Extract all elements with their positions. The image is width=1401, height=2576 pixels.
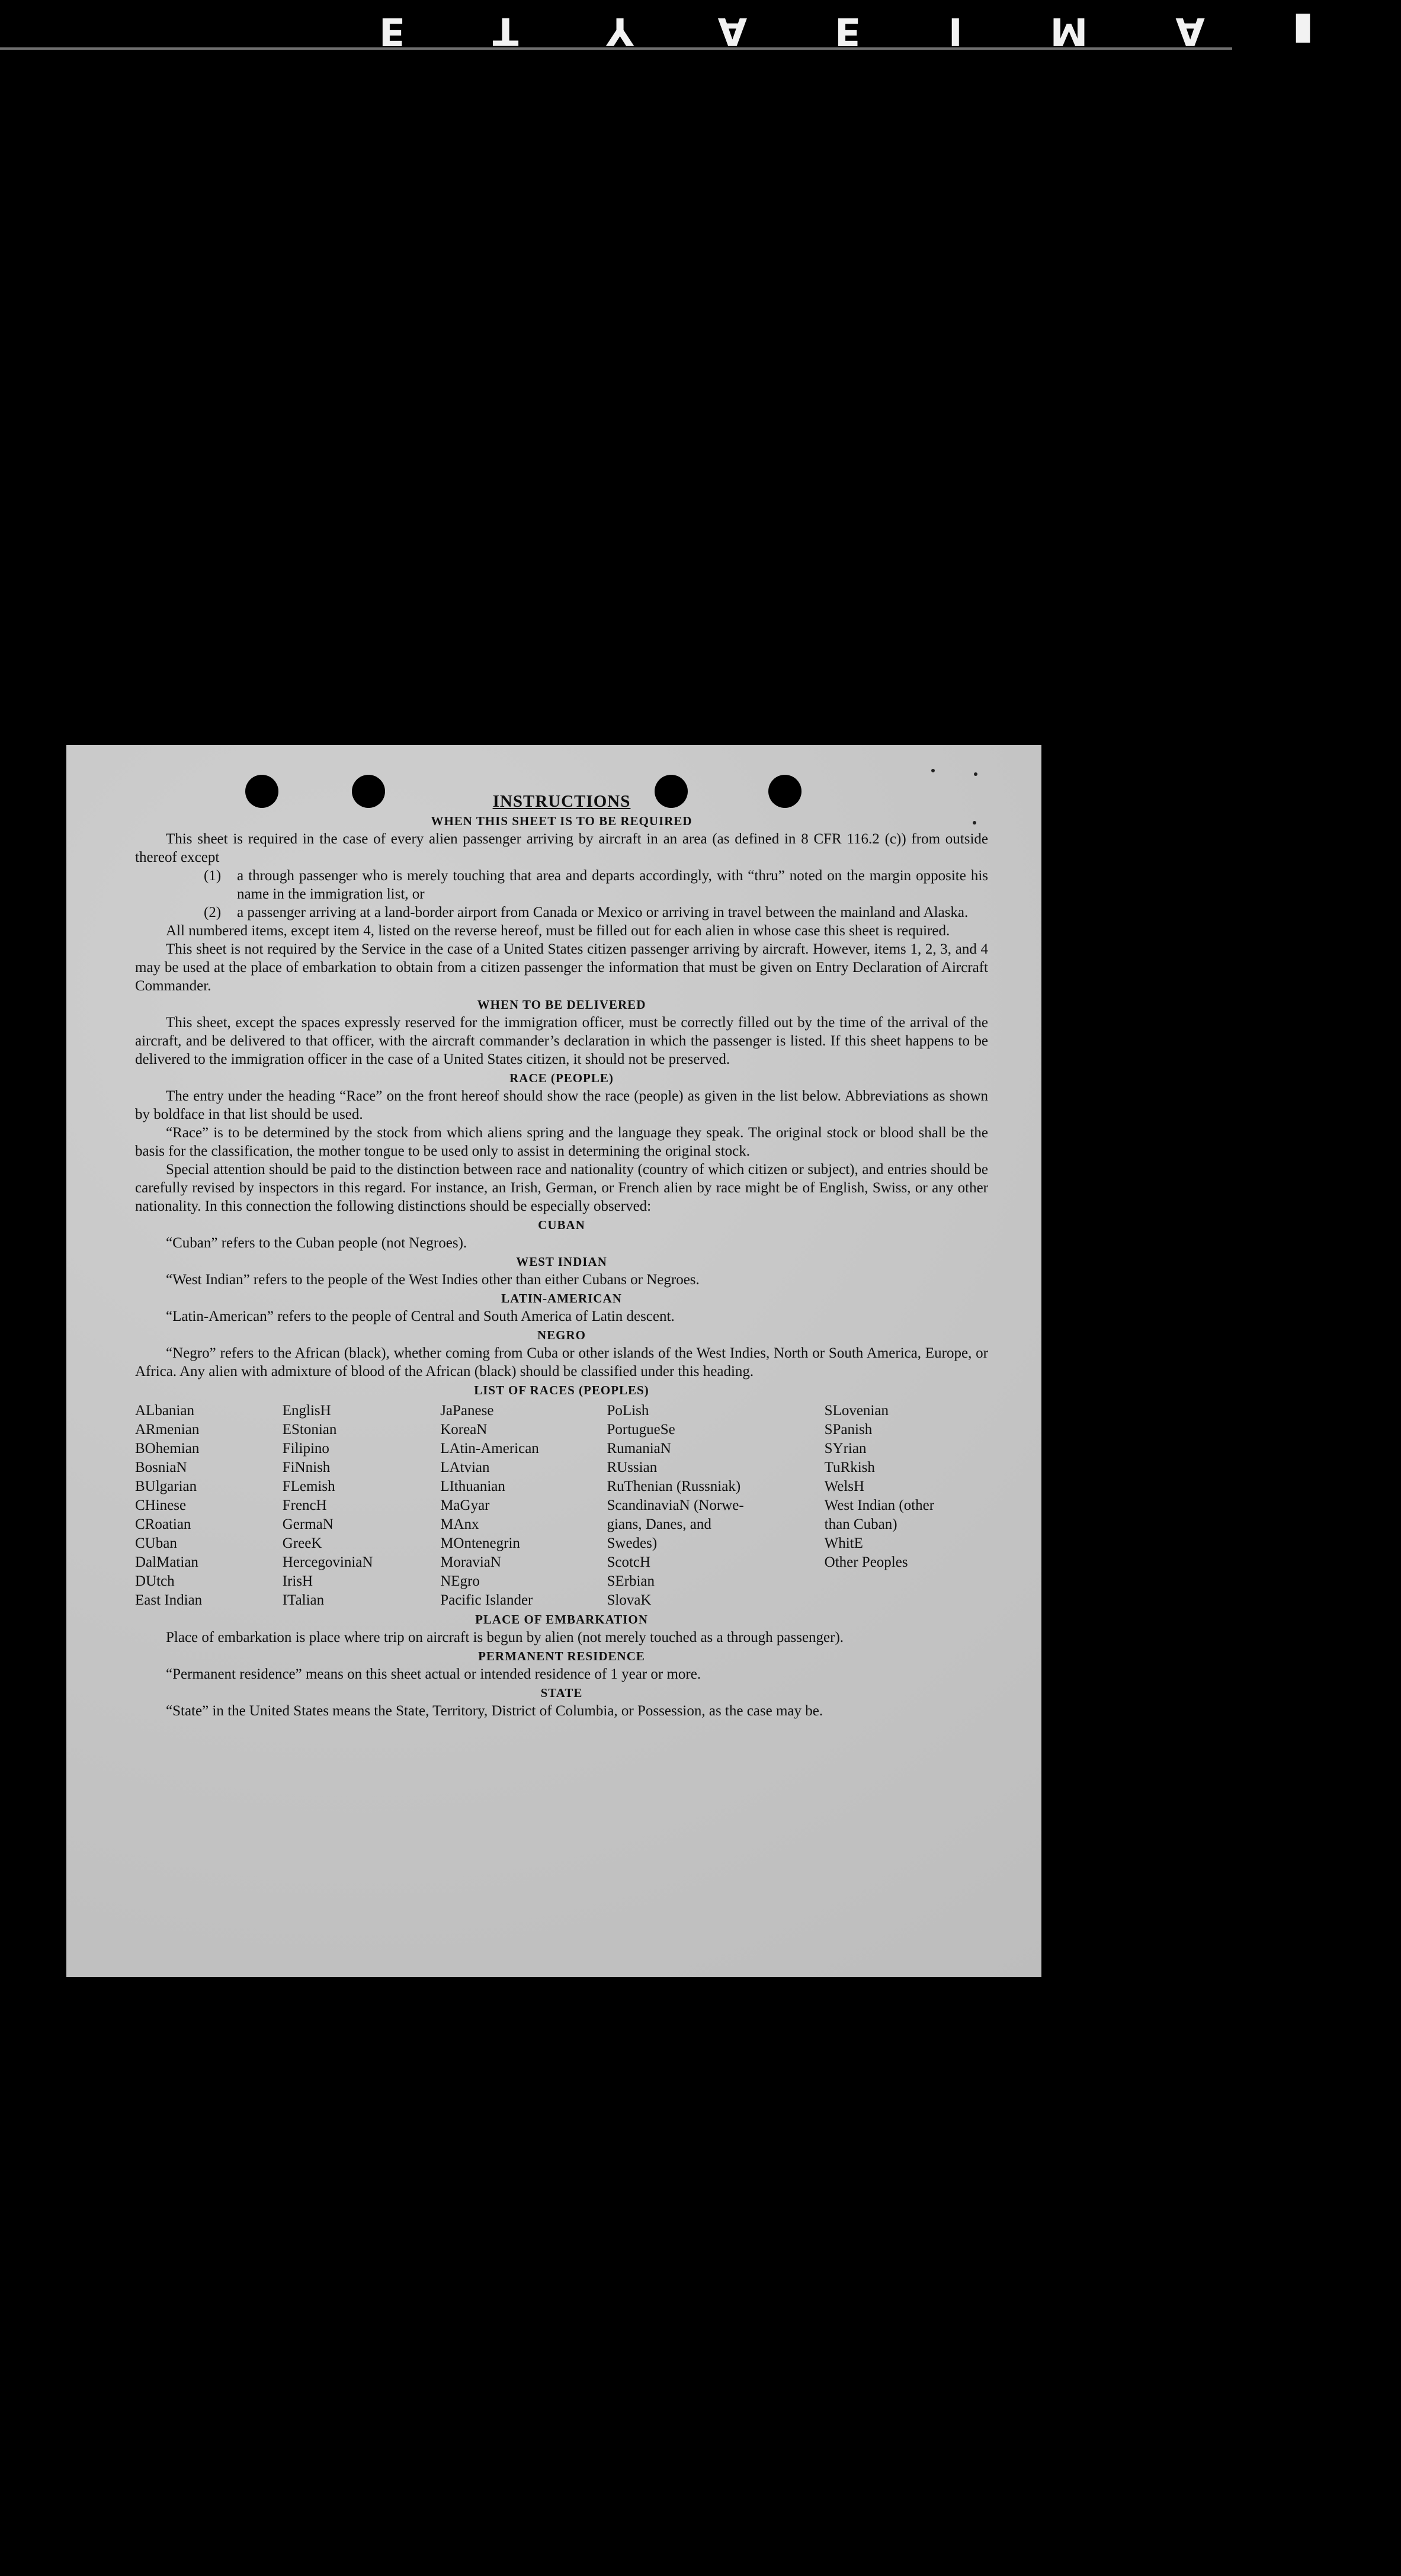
race-entry: WelsH [824,1478,865,1494]
race-entry: West Indian (other than Cuban) [824,1497,935,1532]
race-entry: NEgro [440,1573,480,1589]
race-entry: FiNnish [282,1459,331,1475]
race-entry: CUban [135,1535,177,1551]
race-entry: EnglisH [282,1403,331,1419]
race-entry: JaPanese [440,1403,494,1419]
races-column [440,1401,607,1610]
heading-race: RACE (PEOPLE) [509,1071,614,1085]
punch-hole [245,775,278,808]
races-list [135,1401,988,1610]
race-entry: MAnx [440,1516,479,1532]
race-entry: MaGyar [440,1497,490,1513]
race-entry: HercegoviniaN [282,1554,373,1570]
dust-speck [973,821,976,825]
race-entry: PoLish [607,1403,649,1419]
paragraph-latin-american: “Latin-American” refers to the people of Central and South America of Latin descent. [166,1308,675,1324]
races-column [825,1401,988,1610]
race-entry: RUssian [607,1459,658,1475]
dust-speck [931,769,935,772]
races-column [135,1401,283,1610]
race-entry: ScandinaviaN (Norwe- gians, Danes, and Swedes) [607,1497,744,1551]
race-entry: GreeK [282,1535,322,1551]
race-entry: RuThenian (Russniak) [607,1478,741,1494]
race-entry: Pacific Islander [440,1592,533,1608]
race-entry: KoreaN [440,1422,488,1438]
race-entry: RumaniaN [607,1441,671,1457]
race-entry: LAtvian [440,1459,490,1475]
race-entry: FLemish [282,1478,335,1494]
race-entry: DUtch [135,1573,175,1589]
dust-speck [974,772,977,776]
race-entry: SlovaK [607,1592,652,1608]
paragraph-race-nationality: Special attention should be paid to the distinction between race and nationality (country of which citizen or subject), and entries should be carefully revised by inspectors in this regard. For instance, an Irish, German, or French alien by race might be of English, Swiss, or any other nationality. In this connection the following distinctions should be especially observed: [135,1162,988,1214]
instruction-sheet [66,745,1041,1977]
race-entry: MOntenegrin [440,1535,520,1551]
paragraph-delivery: This sheet, except the spaces expressly reserved for the immigration officer, must be correctly filled out by the time of the arrival of the aircraft, and be delivered to that officer, with the aircraft commander’s declaration in which the passenger is listed. If this sheet happens to be delivered to the immigration officer in the case of a United States citizen, it should not be preserved. [135,1015,988,1067]
heading-when-required: WHEN THIS SHEET IS TO BE REQUIRED [431,814,693,828]
paragraph-permanent-residence: “Permanent residence” means on this sheet actual or intended residence of 1 year or more. [166,1666,701,1682]
heading-when-delivered: WHEN TO BE DELIVERED [477,997,646,1012]
heading-races-list: LIST OF RACES (PEOPLES) [474,1383,649,1397]
race-entry: PortugueSe [607,1422,675,1438]
race-entry: DalMatian [135,1554,198,1570]
race-entry: ALbanian [135,1403,194,1419]
race-entry: FrencH [282,1497,327,1513]
page-title: INSTRUCTIONS [492,792,631,811]
race-entry: SErbian [607,1573,655,1589]
paragraph-citizen: This sheet is not required by the Service in the case of a United States citizen passenger arriving by aircraft. However, items 1, 2, 3, and 4 may be used at the place of embarkation to obtain from a citizen passenger the information that must be given on Entry Declaration of Aircraft Commander. [135,941,988,994]
exception-item [204,903,988,922]
race-entry: Other Peoples [824,1554,908,1570]
race-entry: East Indian [135,1592,203,1608]
race-entry: BosniaN [135,1459,187,1475]
race-entry: SPanish [824,1422,873,1438]
race-entry: WhitE [824,1535,863,1551]
paragraph-state: “State” in the United States means the State, Territory, District of Columbia, or Possession, as the case may be. [166,1703,823,1719]
race-entry: GermaN [282,1516,334,1532]
race-entry: TuRkish [824,1459,875,1475]
heading-negro: NEGRO [537,1328,586,1342]
paragraph-race-definition: “Race” is to be determined by the stock from which aliens spring and the language they speak. The original stock or blood shall be the basis for the classification, the mother tongue to be used only to assist in determining the original stock. [135,1125,988,1159]
film-strip-header [0,0,1401,53]
paragraph-negro: “Negro” refers to the African (black), whether coming from Cuba or other islands of the West Indies, North or South America, Europe, or Africa. Any alien with admixture of blood of the African (black) should be classified under this heading. [135,1345,988,1380]
race-entry: SYrian [824,1441,867,1457]
paragraph-intro: This sheet is required in the case of every alien passenger arriving by aircraft in an area (as defined in 8 CFR 116.2 (c)) from outside thereof except [135,831,988,865]
paragraph-west-indian: “West Indian” refers to the people of the West Indies other than either Cubans or Negroes. [166,1272,700,1288]
race-entry: IrisH [282,1573,313,1589]
race-entry: CRoatian [135,1516,191,1532]
races-column [283,1401,440,1610]
races-column [607,1401,824,1610]
heading-latin-american: LATIN-AMERICAN [501,1291,622,1305]
race-entry: ScotcH [607,1554,651,1570]
paragraph-numbered-items: All numbered items, except item 4, listed on the reverse hereof, must be filled out for each alien in whose case this sheet is required. [166,923,950,939]
race-entry: LIthuanian [440,1478,505,1494]
heading-west-indian: WEST INDIAN [516,1255,607,1269]
heading-state: STATE [540,1686,583,1700]
heading-embarkation: PLACE OF EMBARKATION [475,1612,648,1627]
heading-permanent-residence: PERMANENT RESIDENCE [478,1649,645,1663]
punch-hole [655,775,688,808]
race-entry: CHinese [135,1497,187,1513]
race-entry: ARmenian [135,1422,200,1438]
race-entry: MoraviaN [440,1554,501,1570]
race-entry: LAtin-American [440,1441,539,1457]
film-frame-code: EТYAEIMA▮ [379,9,1401,53]
race-entry: SLovenian [824,1403,889,1419]
race-entry: ITalian [282,1592,325,1608]
paragraph-cuban: “Cuban” refers to the Cuban people (not Negroes). [166,1235,467,1251]
race-entry: Filipino [282,1441,329,1457]
punch-hole [768,775,802,808]
punch-hole [352,775,385,808]
paragraph-race-entry: The entry under the heading “Race” on the front hereof should show the race (people) as given in the list below. Abbreviations as shown by boldface in that list should be used. [135,1088,988,1122]
heading-cuban: CUBAN [538,1218,585,1232]
exception-text: a through passenger who is merely touching that area and departs accordingly, with “thru” noted on the margin opposite his name in the immigration list, or [237,868,988,902]
exception-text: a passenger arriving at a land-border airport from Canada or Mexico or arriving in travel between the mainland and Alaska. [237,904,969,920]
exception-number: (2) [204,904,222,920]
exception-item [204,867,988,903]
paragraph-embarkation: Place of embarkation is place where trip on aircraft is begun by alien (not merely touched as a through passenger). [166,1629,844,1645]
exception-number: (1) [204,868,222,884]
race-entry: BOhemian [135,1441,200,1457]
race-entry: BUlgarian [135,1478,197,1494]
race-entry: EStonian [282,1422,337,1438]
